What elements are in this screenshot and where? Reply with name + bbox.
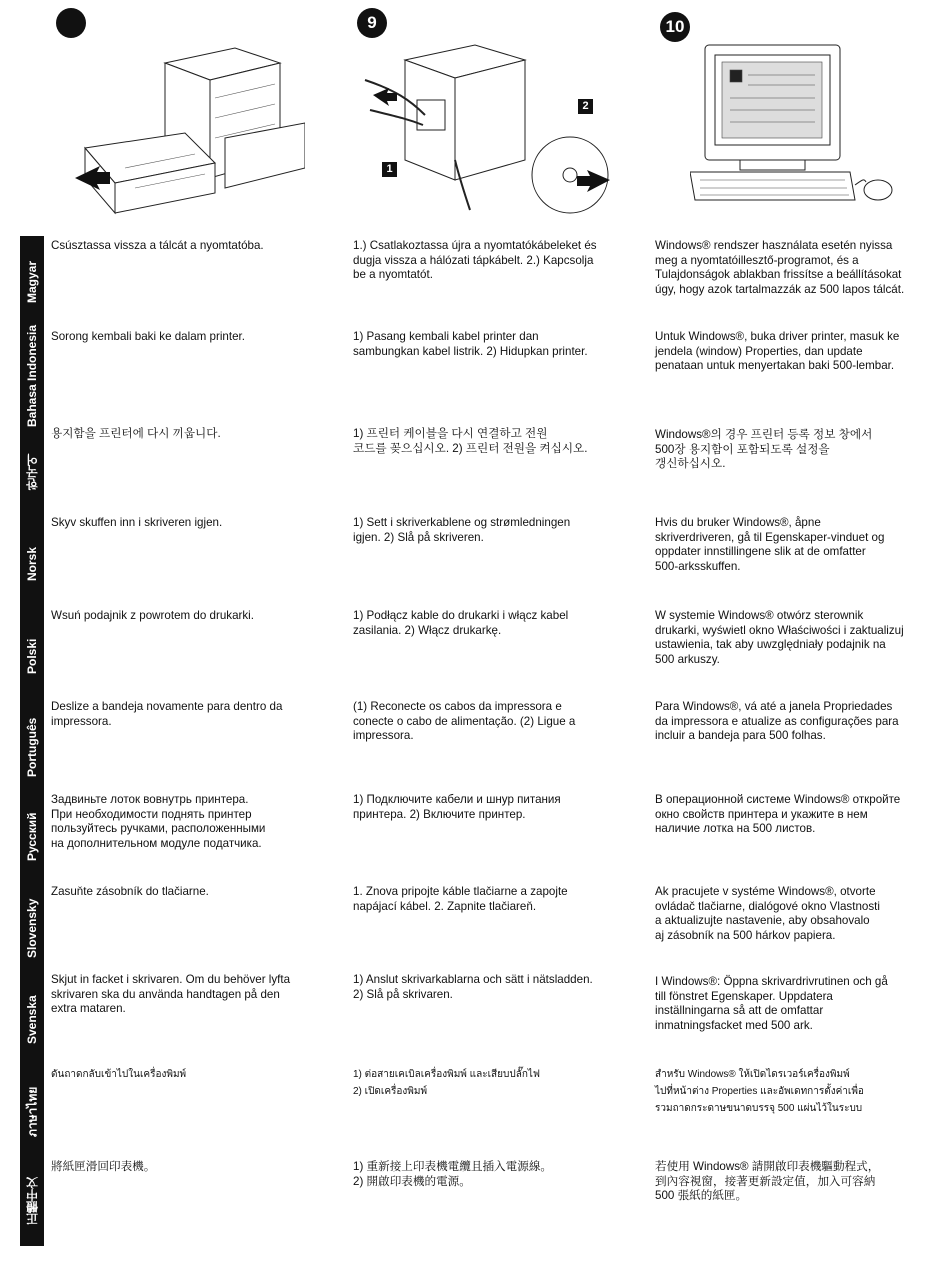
slovensky-step-tray: Zasuňte zásobník do tlačiarne.: [51, 885, 209, 898]
magyar-step-tray: Csúsztassa vissza a tálcát a nyomtatóba.: [51, 239, 264, 252]
slovensky-step-cables: 1. Znova pripojte káble tlačiarne a zapojte napájací kábel. 2. Zapnite tlačiareň.: [353, 885, 568, 913]
norsk-step-driver: Hvis du bruker Windows®, åpne skriverdriveren, gå til Egenskaper-vinduet og oppdater innstillingene slik at de omfatter 500-arksskuffen.: [655, 516, 885, 573]
callout-2: 2: [578, 99, 593, 114]
chinese-step-cables: 1) 重新接上印表機電纜且插入電源線。 2) 開啟印表機的電源。: [353, 1160, 553, 1188]
korean-step-tray: 용지함을 프린터에 다시 끼웁니다.: [51, 427, 221, 440]
thai-step-cables: 1) ต่อสายเคเบิลเครื่องพิมพ์ และเสียบปลั๊กไฟ 2) เปิดเครื่องพิมพ์: [353, 1069, 540, 1097]
lang-label-thai: ภาษาไทย: [25, 1086, 40, 1138]
lang-label-bahasa-indonesia: Bahasa Indonesia: [25, 324, 39, 428]
slovensky-step-driver: Ak pracujete v systéme Windows®, otvorte ovládač tlačiarne, dialógové okno Vlastnosti a aktualizujte nastavenie, aby obsahovalo aj zásobník na 500 hárkov papiera.: [655, 885, 880, 942]
printer-cables-illustration: [355, 40, 615, 215]
step-badge-10: 10: [660, 12, 690, 42]
portugues-step-cables: (1) Reconecte os cabos da impressora e conecte o cabo de alimentação. (2) Ligue a impressora.: [353, 700, 576, 743]
norsk-step-tray: Skyv skuffen inn i skriveren igjen.: [51, 516, 223, 529]
paper-tray-insert-illustration: [75, 38, 305, 223]
polski-step-tray: Wsuń podajnik z powrotem do drukarki.: [51, 609, 254, 622]
chinese-step-driver: 若使用 Windows® 請開啟印表機驅動程式， 到內容視窗，接著更新設定值，加入可容納 500 張紙的紙匣。: [655, 1160, 880, 1203]
polski-step-cables: 1) Podłącz kable do drukarki i włącz kabel zasilania. 2) Włącz drukarkę.: [353, 609, 569, 637]
korean-step-cables: 1) 프린터 케이블을 다시 연결하고 전원 코드를 꽂으십시오. 2) 프린터 전원을 켜십시오.: [353, 427, 588, 455]
svenska-step-tray: Skjut in facket i skrivaren. Om du behöver lyfta skrivaren ska du använda handtagen på den extra mataren.: [51, 973, 291, 1016]
step-badge-9: 9: [357, 8, 387, 38]
polski-step-driver: W systemie Windows® otwórz sterownik drukarki, wyświetl okno Właściwości i zaktualizuj ustawienia, tak aby uwzględniały podajnik na 500 arkuszy.: [655, 609, 904, 666]
portugues-step-tray: Deslize a bandeja novamente para dentro da impressora.: [51, 700, 283, 728]
lang-label-chinese: 正體中文: [25, 1177, 40, 1225]
callout-1: 1: [382, 162, 397, 177]
indonesia-step-cables: 1) Pasang kembali kabel printer dan sambungkan kabel listrik. 2) Hidupkan printer.: [353, 330, 588, 358]
korean-step-driver: Windows®의 경우 프린터 등록 정보 창에서 500장 용지함이 포함되도록 설정을 갱신하십시오.: [655, 428, 873, 471]
indonesia-step-driver: Untuk Windows®, buka driver printer, masuk ke jendela (window) Properties, dan update penataan untuk menyertakan baki 500-lembar.: [655, 330, 900, 373]
russian-step-tray: Задвиньте лоток вовнутрь принтера. При необходимости поднять принтер пользуйтесь ручками, расположенными на дополнительном модуле податчика.: [51, 793, 266, 850]
lang-label-korean: 한국어: [25, 454, 40, 490]
thai-step-driver: สำหรับ Windows® ให้เปิดไดรเวอร์เครื่องพิมพ์ ไปที่หน้าต่าง Properties และอัพเดทการตั้งค่าเพื่อ รวมถาดกระดาษขนาดบรรจุ 500 แผ่นไว้ในระบบ: [655, 1069, 864, 1114]
thai-step-tray: ดันถาดกลับเข้าไปในเครื่องพิมพ์: [51, 1069, 187, 1080]
indonesia-step-tray: Sorong kembali baki ke dalam printer.: [51, 330, 245, 343]
svenska-step-driver: I Windows®: Öppna skrivardrivrutinen och gå till fönstret Egenskaper. Uppdatera inställningarna så att de omfattar inmatningsfacket med 500 ark.: [655, 975, 888, 1032]
step-badge-blank: [56, 8, 86, 38]
russian-step-cables: 1) Подключите кабели и шнур питания принтера. 2) Включите принтер.: [353, 793, 561, 821]
portugues-step-driver: Para Windows®, vá até a janela Propriedades da impressora e atualize as configurações para incluir a bandeja para 500 folhas.: [655, 700, 899, 743]
norsk-step-cables: 1) Sett i skriverkablene og strømledningen igjen. 2) Slå på skriveren.: [353, 516, 571, 544]
chinese-step-tray: 將紙匣滑回印表機。: [51, 1160, 156, 1173]
lang-label-slovensky: Slovensky: [25, 898, 39, 958]
magyar-step-cables: 1.) Csatlakoztassa újra a nyomtatókábeleket és dugja vissza a hálózati tápkábelt. 2.) Kapcsolja be a nyomtatót.: [353, 239, 597, 282]
svenska-step-cables: 1) Anslut skrivarkablarna och sätt i nätsladden. 2) Slå på skrivaren.: [353, 973, 593, 1001]
lang-label-magyar: Magyar: [25, 260, 39, 304]
lang-label-russian: Русский: [25, 812, 39, 862]
russian-step-driver: В операционной системе Windows® откройте окно свойств принтера и укажите в нем наличие лотка на 500 листов.: [655, 793, 901, 836]
computer-driver-illustration: [690, 40, 900, 210]
lang-label-portugues: Português: [25, 717, 39, 777]
lang-label-polski: Polski: [25, 638, 39, 674]
magyar-step-driver: Windows® rendszer használata esetén nyissa meg a nyomtatóillesztő-programot, és a Tulajdonságok ablakban frissítse a beállításokat úgy, hogy azok tartalmazzák az 500 lapos tálcát.: [655, 239, 905, 296]
lang-label-svenska: Svenska: [25, 995, 39, 1045]
lang-label-norsk: Norsk: [25, 547, 39, 582]
